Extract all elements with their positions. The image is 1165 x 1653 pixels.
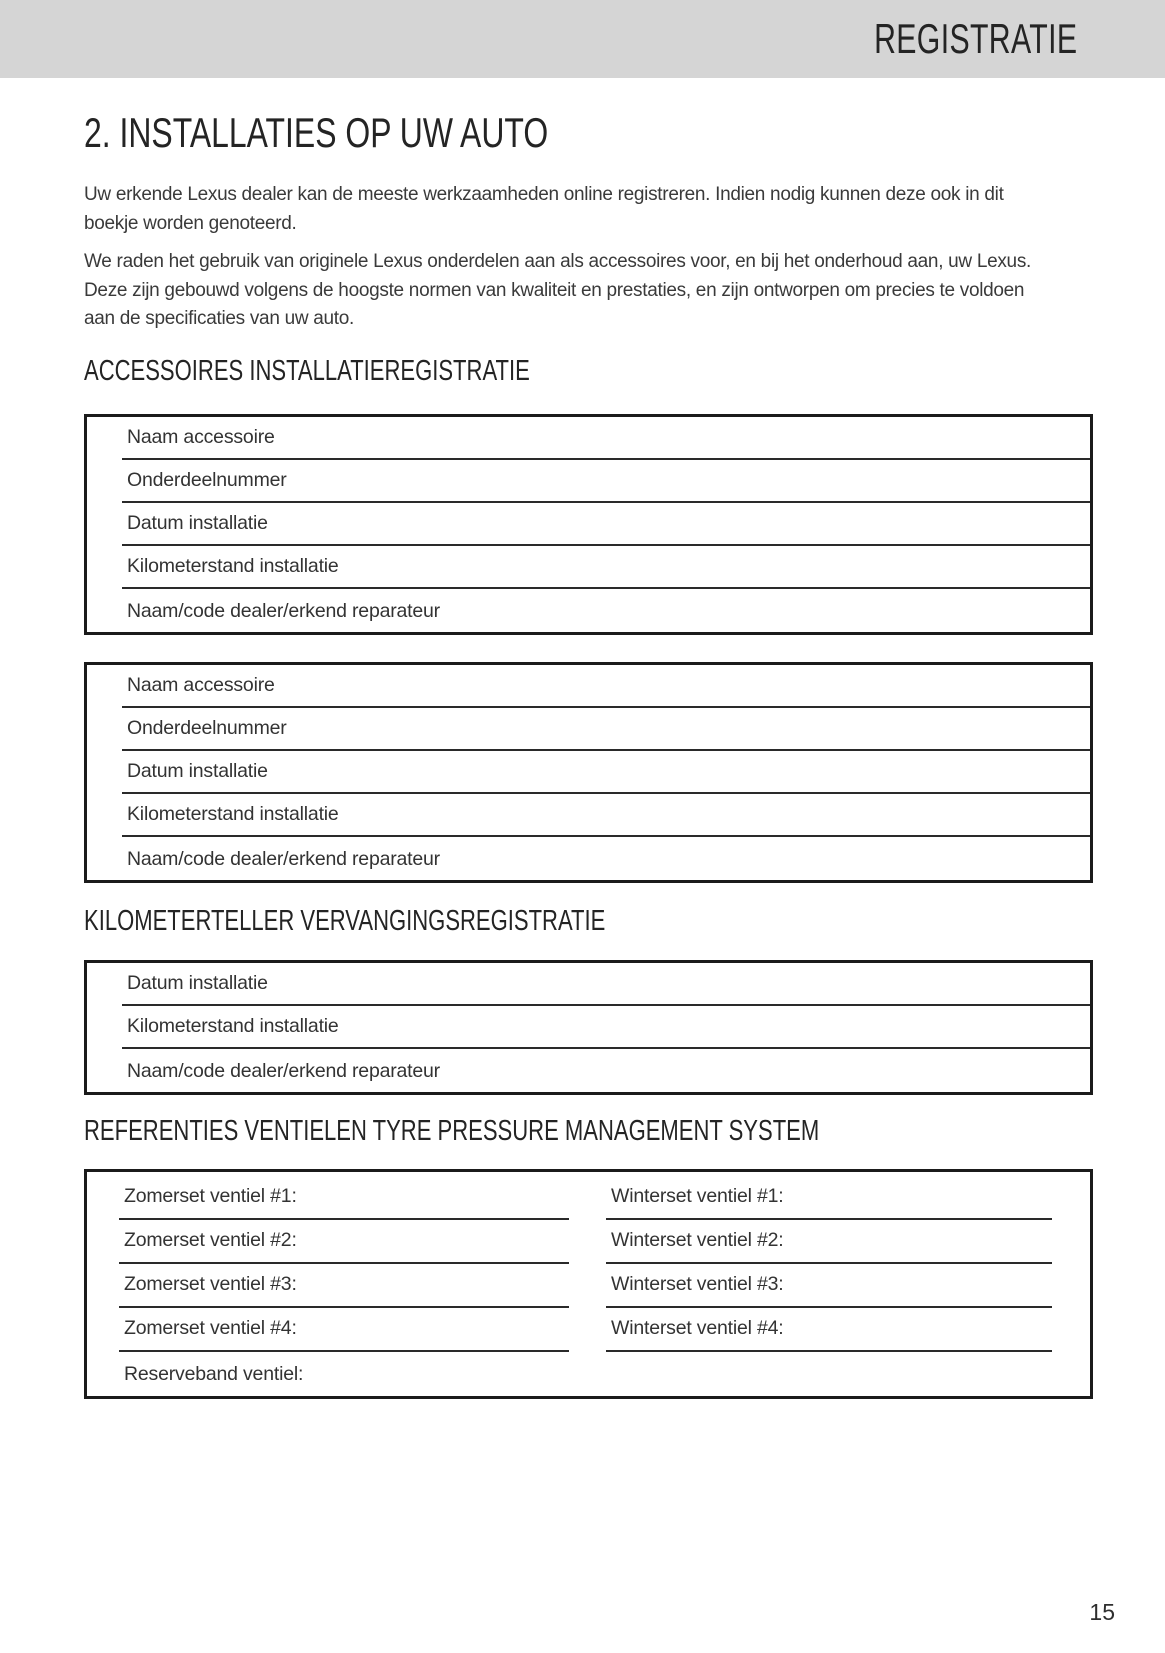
accessory-registration-box-2 [84, 662, 1093, 883]
field-label: Naam accessoire [127, 673, 275, 696]
field-label: Winterset ventiel #1: [611, 1184, 784, 1207]
odometer-registration-box [84, 960, 1093, 1095]
page-title: 2. INSTALLATIES OP UW AUTO [84, 109, 549, 156]
field-row [122, 751, 1090, 794]
paragraph-line: Uw erkende Lexus dealer kan de meeste werkzaamheden online registreren. Indien nodig kunnen deze ook in dit [84, 184, 1004, 205]
field-label: Kilometerstand installatie [127, 802, 339, 825]
field-row [122, 1049, 1090, 1092]
field-row [119, 1220, 569, 1264]
field-row [122, 794, 1090, 837]
field-label: Winterset ventiel #3: [611, 1272, 784, 1295]
field-label: Datum installatie [127, 511, 268, 534]
field-row [122, 708, 1090, 751]
field-row [122, 460, 1090, 503]
page-number: 15 [1089, 1599, 1115, 1625]
field-label: Onderdeelnummer [127, 716, 287, 739]
field-row [606, 1308, 1052, 1352]
field-label: Naam accessoire [127, 425, 275, 448]
paragraph-line: aan de specificaties van uw auto. [84, 308, 354, 329]
field-label: Zomerset ventiel #3: [124, 1272, 297, 1295]
field-label: Winterset ventiel #4: [611, 1316, 784, 1339]
paragraph-line: We raden het gebruik van originele Lexus onderdelen aan als accessoires voor, en bij het onderhoud aan, uw Lexus. [84, 251, 1032, 272]
header-band [0, 0, 1165, 78]
page-content [0, 111, 1165, 1399]
field-label: Reserveband ventiel: [124, 1362, 304, 1385]
field-label: Zomerset ventiel #1: [124, 1184, 297, 1207]
field-label: Datum installatie [127, 971, 268, 994]
field-row [122, 665, 1090, 708]
field-row [122, 1006, 1090, 1049]
field-label: Zomerset ventiel #2: [124, 1228, 297, 1251]
field-label: Onderdeelnummer [127, 468, 287, 491]
field-label: Zomerset ventiel #4: [124, 1316, 297, 1339]
field-label: Kilometerstand installatie [127, 1014, 339, 1037]
valve-references-box [84, 1169, 1093, 1399]
field-row [122, 503, 1090, 546]
field-label: Naam/code dealer/erkend reparateur [127, 847, 440, 870]
field-label: Naam/code dealer/erkend reparateur [127, 1059, 440, 1082]
header-section-label: REGISTRATIE [873, 15, 1077, 62]
winter-set-column [606, 1176, 1052, 1396]
valve-references-heading: REFERENTIES VENTIELEN TYRE PRESSURE MANAGEMENT SYSTEM [84, 1114, 820, 1147]
field-row [122, 837, 1090, 880]
field-row [606, 1264, 1052, 1308]
field-row [119, 1308, 569, 1352]
field-row [119, 1352, 569, 1396]
field-label: Winterset ventiel #2: [611, 1228, 784, 1251]
field-label: Datum installatie [127, 759, 268, 782]
paragraph-line: boekje worden genoteerd. [84, 212, 297, 234]
parts-recommendation-paragraph [84, 248, 1093, 334]
field-row [119, 1176, 569, 1220]
field-row [119, 1264, 569, 1308]
field-row [122, 589, 1090, 632]
field-label: Kilometerstand installatie [127, 554, 339, 577]
field-row [122, 546, 1090, 589]
field-label: Naam/code dealer/erkend reparateur [127, 599, 440, 622]
paragraph-line: Deze zijn gebouwd volgens de hoogste normen van kwaliteit en prestaties, en zijn ontworpen om precies te voldoen [84, 279, 1025, 301]
field-row [122, 963, 1090, 1006]
accessory-registration-box-1 [84, 414, 1093, 635]
field-row [606, 1220, 1052, 1264]
accessories-registration-heading: ACCESSOIRES INSTALLATIEREGISTRATIE [84, 354, 530, 387]
odometer-replacement-heading: KILOMETERTELLER VERVANGINGSREGISTRATIE [84, 904, 606, 937]
summer-set-column [119, 1176, 569, 1396]
field-row [606, 1176, 1052, 1220]
intro-paragraph [84, 181, 1093, 238]
field-row [122, 417, 1090, 460]
